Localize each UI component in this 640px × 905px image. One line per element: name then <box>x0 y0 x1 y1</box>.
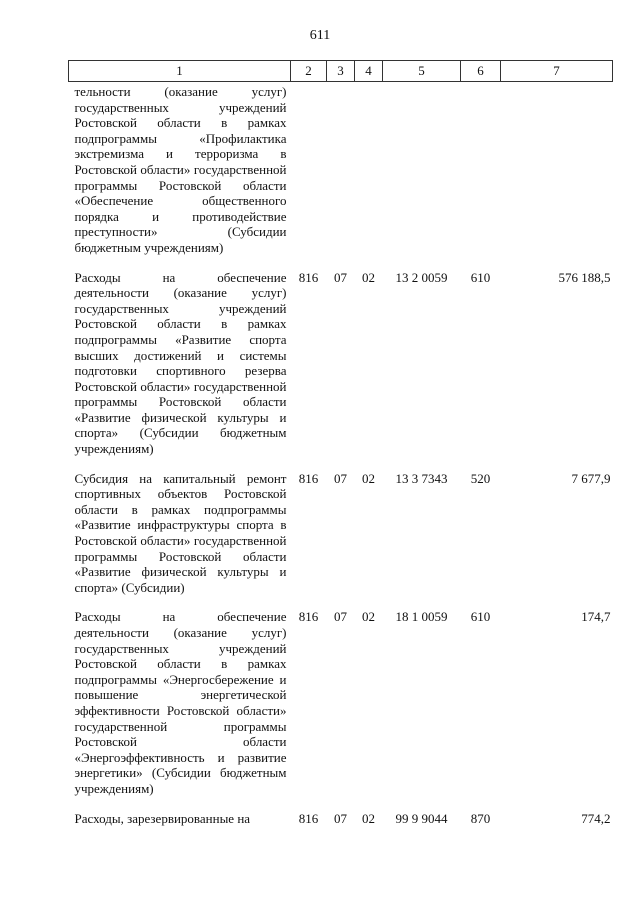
target-article-code: 99 9 9044 <box>395 810 448 826</box>
expense-type-code: 870 <box>470 810 491 826</box>
table-row <box>69 609 613 810</box>
row-description: тельности (оказание услуг) государственных учреждений Ростовской области в рамках подпрограммы «Профилактика экстремизма и терроризма в Ростовской области» государственной программы Ростовской области «Обеспечение общественного порядка и противодействие преступности» (Субсидии бюджетным учреждениям) <box>74 84 287 255</box>
budget-table <box>68 60 613 826</box>
target-article-code: 13 3 7343 <box>395 470 448 486</box>
column-header-3: 3 <box>327 61 355 82</box>
row-description: Расходы, зарезервированные на <box>74 810 251 826</box>
ministry-code: 816 <box>298 470 319 486</box>
amount: 576 188,5 <box>558 269 611 285</box>
column-header-7: 7 <box>501 61 613 82</box>
section-code <box>327 82 355 270</box>
section-code: 07 <box>334 269 347 285</box>
section-code: 07 <box>334 810 347 826</box>
subsection-code: 02 <box>362 810 375 826</box>
column-header-row <box>69 61 613 82</box>
column-header-4: 4 <box>355 61 383 82</box>
subsection-code: 02 <box>362 269 375 285</box>
section-code: 07 <box>334 609 347 625</box>
row-description: Субсидия на капитальный ремонт спортивных объектов Ростовской области в рамках подпрограммы «Развитие инфраструктуры спорта в Ростовской области» государственной программы Ростовской области «Развитие физической культуры и спорта» (Субсидии) <box>74 470 287 595</box>
ministry-code <box>291 82 327 270</box>
column-header-5: 5 <box>383 61 461 82</box>
target-article-code: 13 2 0059 <box>395 269 448 285</box>
expense-type-code: 520 <box>470 470 491 486</box>
amount: 7 677,9 <box>571 470 611 486</box>
target-article-code <box>383 82 461 270</box>
target-article-code: 18 1 0059 <box>395 609 448 625</box>
table-row <box>69 82 613 270</box>
expense-type-code <box>461 82 501 270</box>
subsection-code <box>355 82 383 270</box>
column-header-2: 2 <box>291 61 327 82</box>
amount: 174,7 <box>581 609 611 625</box>
table-row <box>69 270 613 471</box>
ministry-code: 816 <box>298 269 319 285</box>
row-description: Расходы на обеспечение деятельности (оказание услуг) государственных учреждений Ростовской области в рамках подпрограммы «Развитие спорта высших достижений и системы подготовки спортивного резерва Ростовской области» государственной программы Ростовской области «Развитие физической культуры и спорта» (Субсидии бюджетным учреждениям) <box>74 269 287 457</box>
expense-type-code: 610 <box>470 609 491 625</box>
ministry-code: 816 <box>298 810 319 826</box>
column-header-1: 1 <box>69 61 291 82</box>
subsection-code: 02 <box>362 609 375 625</box>
section-code: 07 <box>334 470 347 486</box>
row-description: Расходы на обеспечение деятельности (оказание услуг) государственных учреждений Ростовской области в рамках подпрограммы «Энергосбережение и повышение энергетической эффективности Ростовской области» государственной программы Ростовской области «Энергоэффективность и развитие энергетики» (Субсидии бюджетным учреждениям) <box>74 609 287 796</box>
table-row <box>69 811 613 827</box>
expense-type-code: 610 <box>470 269 491 285</box>
amount <box>501 82 613 270</box>
ministry-code: 816 <box>298 609 319 625</box>
page-number: 611 <box>309 28 331 43</box>
column-header-6: 6 <box>461 61 501 82</box>
amount: 774,2 <box>581 810 611 826</box>
table-row <box>69 471 613 610</box>
subsection-code: 02 <box>362 470 375 486</box>
